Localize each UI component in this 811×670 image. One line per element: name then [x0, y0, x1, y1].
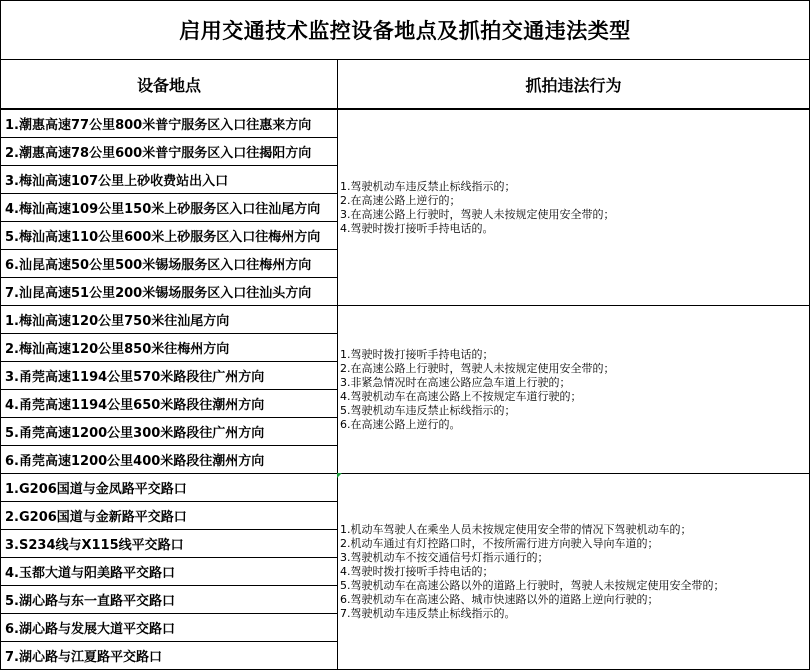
location-cell: 7.湖心路与江夏路平交路口 — [0, 641, 338, 670]
location-cell: 7.汕昆高速51公里200米锡场服务区入口往汕头方向 — [0, 277, 338, 306]
location-cell: 1.G206国道与金凤路平交路口 — [0, 473, 338, 502]
behavior-item: 2.机动车通过有灯控路口时，不按所需行进方向驶入导向车道的； — [340, 536, 659, 550]
behavior-item: 7.驾驶机动车违反禁止标线指示的。 — [340, 606, 516, 620]
location-cell: 6.汕昆高速50公里500米锡场服务区入口往梅州方向 — [0, 249, 338, 278]
location-cell: 1.潮惠高速77公里800米普宁服务区入口往惠来方向 — [0, 109, 338, 138]
behavior-item: 3.在高速公路上行驶时，驾驶人未按规定使用安全带的； — [340, 207, 615, 221]
location-cell: 2.梅汕高速120公里850米往梅州方向 — [0, 333, 338, 362]
behavior-cell — [337, 305, 810, 474]
location-cell: 3.甬莞高速1194公里570米路段往广州方向 — [0, 361, 338, 390]
location-cell: 4.甬莞高速1194公里650米路段往潮州方向 — [0, 389, 338, 418]
behavior-item: 4.驾驶时拨打接听手持电话的。 — [340, 221, 494, 235]
behavior-item: 4.驾驶机动车在高速公路上不按规定车道行驶的； — [340, 389, 582, 403]
behavior-item: 3.非紧急情况时在高速公路应急车道上行驶的； — [340, 375, 571, 389]
behavior-item: 6.在高速公路上逆行的。 — [340, 417, 461, 431]
behavior-item: 1.机动车驾驶人在乘坐人员未按规定使用安全带的情况下驾驶机动车的； — [340, 522, 692, 536]
behavior-item: 5.驾驶机动车违反禁止标线指示的； — [340, 403, 516, 417]
location-cell: 6.甬莞高速1200公里400米路段往潮州方向 — [0, 445, 338, 474]
location-cell: 2.G206国道与金新路平交路口 — [0, 501, 338, 530]
behavior-item: 1.驾驶时拨打接听手持电话的； — [340, 347, 494, 361]
behavior-item: 2.在高速公路上行驶时，驾驶人未按规定使用安全带的； — [340, 361, 615, 375]
column-header-behavior: 抓拍违法行为 — [337, 59, 810, 109]
behavior-item: 2.在高速公路上逆行的； — [340, 193, 461, 207]
location-cell: 5.梅汕高速110公里600米上砂服务区入口往梅州方向 — [0, 221, 338, 250]
behavior-item: 6.驾驶机动车在高速公路、城市快速路以外的道路上逆向行驶的； — [340, 592, 659, 606]
behavior-item: 3.驾驶机动车不按交通信号灯指示通行的； — [340, 550, 549, 564]
location-cell: 5.湖心路与东一直路平交路口 — [0, 585, 338, 614]
cell-comment-marker — [337, 473, 342, 478]
behavior-cell — [337, 109, 810, 306]
location-cell: 1.梅汕高速120公里750米往汕尾方向 — [0, 305, 338, 334]
behavior-item: 1.驾驶机动车违反禁止标线指示的； — [340, 179, 516, 193]
location-cell: 5.甬莞高速1200公里300米路段往广州方向 — [0, 417, 338, 446]
location-cell: 2.潮惠高速78公里600米普宁服务区入口往揭阳方向 — [0, 137, 338, 166]
location-cell: 6.湖心路与发展大道平交路口 — [0, 613, 338, 642]
column-header-location: 设备地点 — [0, 59, 338, 109]
location-cell: 3.梅汕高速107公里上砂收费站出入口 — [0, 165, 338, 194]
location-cell: 3.S234线与X115线平交路口 — [0, 529, 338, 558]
behavior-item: 4.驾驶时拨打接听手持电话的； — [340, 564, 494, 578]
location-cell: 4.梅汕高速109公里150米上砂服务区入口往汕尾方向 — [0, 193, 338, 222]
table-title: 启用交通技术监控设备地点及抓拍交通违法类型 — [0, 0, 810, 60]
behavior-cell — [337, 473, 810, 670]
location-cell: 4.玉都大道与阳美路平交路口 — [0, 557, 338, 586]
behavior-item: 5.驾驶机动车在高速公路以外的道路上行驶时，驾驶人未按规定使用安全带的； — [340, 578, 725, 592]
